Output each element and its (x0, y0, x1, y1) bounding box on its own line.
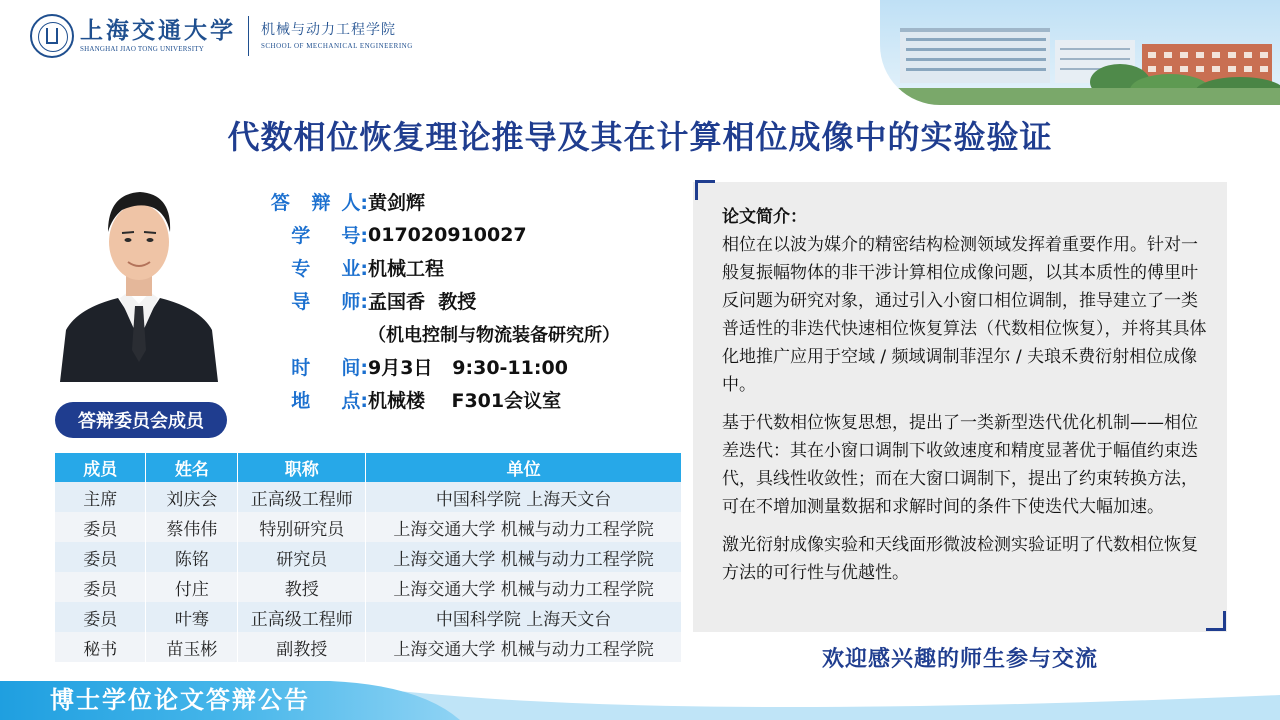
table-header-name: 姓名 (146, 453, 238, 482)
cell-role: 委员 (55, 512, 146, 542)
advisor-affiliation: （机电控制与物流装备研究所） (368, 324, 620, 346)
abstract-text (722, 203, 1212, 597)
campus-photo (880, 0, 1280, 105)
info-value-student-id: 017020910027 (368, 223, 527, 246)
page-title: 代数相位恢复理论推导及其在计算相位成像中的实验验证 (227, 118, 1053, 156)
university-logo (30, 14, 413, 58)
info-value-advisor: 孟国香 教授 (368, 291, 477, 313)
cell-name: 刘庆会 (146, 482, 238, 512)
info-value-time: 9月3日 9:30-11:00 (368, 357, 568, 379)
info-label-student-id: 学 号: (291, 225, 368, 247)
cell-role: 委员 (55, 542, 146, 572)
info-row-location (260, 383, 620, 416)
cell-org: 上海交通大学 机械与动力工程学院 (366, 512, 682, 542)
cell-name: 苗玉彬 (146, 632, 238, 662)
table-header-title: 职称 (238, 453, 366, 482)
cell-title: 正高级工程师 (238, 602, 366, 632)
footer-title: 博士学位论文答辩公告 (50, 685, 310, 714)
info-label-location: 地 点: (291, 390, 368, 412)
committee-badge: 答辩委员会成员 (55, 402, 227, 438)
info-row-major (260, 251, 620, 284)
info-row-candidate (260, 185, 620, 218)
table-row (55, 572, 682, 602)
cell-org: 上海交通大学 机械与动力工程学院 (366, 542, 682, 572)
info-row-advisor (260, 284, 620, 317)
corner-bracket-top-left (695, 180, 715, 200)
cell-org: 中国科学院 上海天文台 (366, 482, 682, 512)
abstract-paragraph-1: 相位在以波为媒介的精密结构检测领域发挥着重要作用。针对一般复振幅物体的非干涉计算相位成像问题，以其本质性的傅里叶反问题为研究对象，通过引入小窗口相位调制，推导建立了一类普适性的非迭代快速相位恢复算法（代数相位恢复），并将其具体化地推广应用于空域 / 频域调制菲涅尔 / 夫琅禾费衍射相位成像中。 (722, 235, 1207, 395)
cell-title: 研究员 (238, 542, 366, 572)
table-header-role: 成员 (55, 453, 146, 482)
school-name-block (261, 20, 413, 52)
school-name-en: SCHOOL OF MECHANICAL ENGINEERING (261, 42, 413, 50)
info-row-student-id (260, 218, 620, 251)
university-name-block (80, 18, 236, 54)
info-label-candidate: 答 辩 人: (270, 192, 369, 214)
candidate-info (260, 185, 620, 416)
cell-title: 教授 (238, 572, 366, 602)
welcome-message: 欢迎感兴趣的师生参与交流 (821, 647, 1098, 672)
info-value-location: 机械楼 F301会议室 (368, 390, 562, 412)
cell-title: 特别研究员 (238, 512, 366, 542)
cell-role: 主席 (55, 482, 146, 512)
committee-table (55, 453, 682, 662)
cell-org: 上海交通大学 机械与动力工程学院 (366, 632, 682, 662)
cell-org: 中国科学院 上海天文台 (366, 602, 682, 632)
table-row (55, 542, 682, 572)
abstract-heading: 论文简介： (722, 207, 807, 227)
cell-name: 叶骞 (146, 602, 238, 632)
info-row-time (260, 350, 620, 383)
cell-org: 上海交通大学 机械与动力工程学院 (366, 572, 682, 602)
cell-role: 秘书 (55, 632, 146, 662)
cell-title: 正高级工程师 (238, 482, 366, 512)
info-value-major: 机械工程 (368, 258, 445, 280)
info-label-major: 专 业: (291, 258, 368, 280)
abstract-paragraph-3: 激光衍射成像实验和天线面形微波检测实验证明了代数相位恢复方法的可行性与优越性。 (722, 535, 1198, 583)
university-seal-icon (30, 14, 74, 58)
header (0, 0, 1280, 105)
cell-title: 副教授 (238, 632, 366, 662)
info-value-candidate: 黄剑辉 (368, 192, 426, 214)
university-name-en: SHANGHAI JIAO TONG UNIVERSITY (80, 45, 204, 53)
table-header-org: 单位 (366, 453, 682, 482)
cell-role: 委员 (55, 572, 146, 602)
cell-name: 付庄 (146, 572, 238, 602)
school-name-cn: 机械与动力工程学院 (261, 22, 396, 38)
university-name-cn: 上海交通大学 (80, 17, 236, 44)
table-header-row (55, 453, 682, 482)
table-row (55, 512, 682, 542)
corner-bracket-bottom-right (1206, 611, 1226, 631)
table-row (55, 482, 682, 512)
cell-name: 陈铭 (146, 542, 238, 572)
cell-name: 蔡伟伟 (146, 512, 238, 542)
candidate-portrait (58, 180, 220, 382)
cell-role: 委员 (55, 602, 146, 632)
logo-divider (248, 16, 249, 56)
abstract-paragraph-2: 基于代数相位恢复思想，提出了一类新型迭代优化机制——相位差迭代：其在小窗口调制下收敛速度和精度显著优于幅值约束迭代，具线性收敛性；而在大窗口调制下，提出了约束转换方法，可在不增加测量数据和求解时间的条件下使迭代大幅加速。 (722, 413, 1198, 517)
table-row (55, 632, 682, 662)
info-label-time: 时 间: (291, 357, 368, 379)
table-row (55, 602, 682, 632)
info-label-advisor: 导 师: (291, 291, 368, 313)
